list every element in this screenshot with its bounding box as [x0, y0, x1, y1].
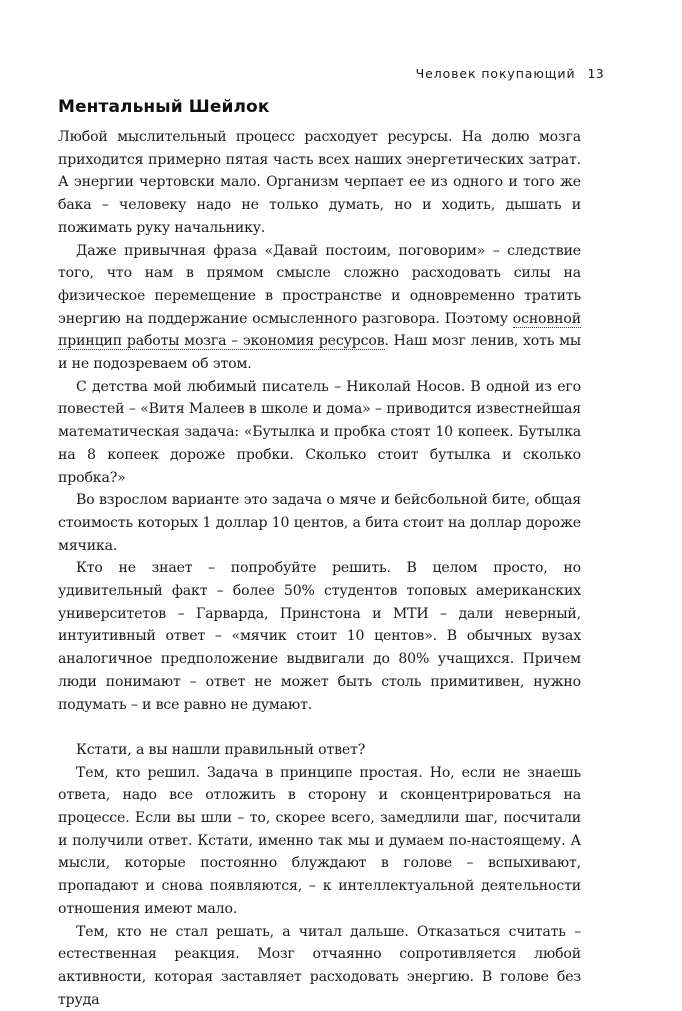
- paragraph: Во взрослом варианте это задача о мяче и бейсбольной бите, общая стоимость которых 1 доллар 10 центов, а бита стоит на доллар дороже мячика.: [58, 492, 581, 554]
- paragraph: [58, 240, 581, 376]
- paragraph: Кто не знает – попробуйте решить. В целом просто, но удивительный факт – более 50% студентов топовых американских университетов – Гарварда, Принстона и МТИ – дали неверный, интуитивный ответ – «мячик стоит 10 центов». В обычных вузах аналогичное предположение выдвигали до 80% учащихся. Причем люди понимают – ответ не может быть столь примитивен, нужно подумать – и все равно не думают.: [58, 560, 581, 713]
- page-number: 13: [587, 66, 604, 81]
- paragraph: Тем, кто решил. Задача в принципе простая. Но, если не знаешь ответа, надо все отложить в сторону и сконцентрироваться на процессе. Если вы шли – то, скорее всего, замедлили шаг, посчитали и получили ответ. Кстати, именно так мы и думаем по-настоящему. А мысли, которые постоянно блуждают в голове – вспыхивают, пропадают и снова появляются, – к интеллектуальной деятельности отношения имеют мало.: [58, 764, 581, 917]
- highlighted-phrase: основной принцип работы мозга – экономия ресурсов: [58, 310, 581, 350]
- body-text: [58, 126, 581, 1011]
- paragraph-text: Даже привычная фраза «Давай постоим, поговорим» – следствие того, что нам в прямом смысле сложно расходовать силы на физическое перемещение в пространстве и одновременно тратить энергию на поддержание осмысленного разговора. Поэтому: [58, 242, 581, 327]
- paragraph: Любой мыслительный процесс расходует ресурсы. На долю мозга приходится примерно пятая часть всех наших энергетических затрат. А энергии чертовски мало. Организм черпает ее из одного и того же бака – человеку надо не только думать, но и ходить, дышать и пожимать руку начальнику.: [58, 129, 581, 236]
- paragraph: Кстати, а вы нашли правильный ответ?: [76, 741, 366, 758]
- running-header: [416, 66, 604, 81]
- paragraph: С детства мой любимый писатель – Николай Носов. В одной из его повестей – «Витя Малеев в школе и дома» – приводится известнейшая математическая задача: «Бутылка и пробка стоят 10 копеек. Бутылка на 8 копеек дороже пробки. Сколько стоит бутылка и сколько пробка?»: [58, 378, 581, 486]
- paragraph-text: . Наш мозг ленив, хоть мы и не подозреваем об этом.: [58, 333, 581, 373]
- running-title: Человек покупающий: [415, 66, 576, 81]
- section-title: Ментальный Шейлок: [58, 97, 270, 117]
- paragraph: Тем, кто не стал решать, а читал дальше. Отказаться считать – естественная реакция. Мозг отчаянно сопротивляется любой активности, которая заставляет расходовать энергию. В голове без труда: [58, 923, 581, 1008]
